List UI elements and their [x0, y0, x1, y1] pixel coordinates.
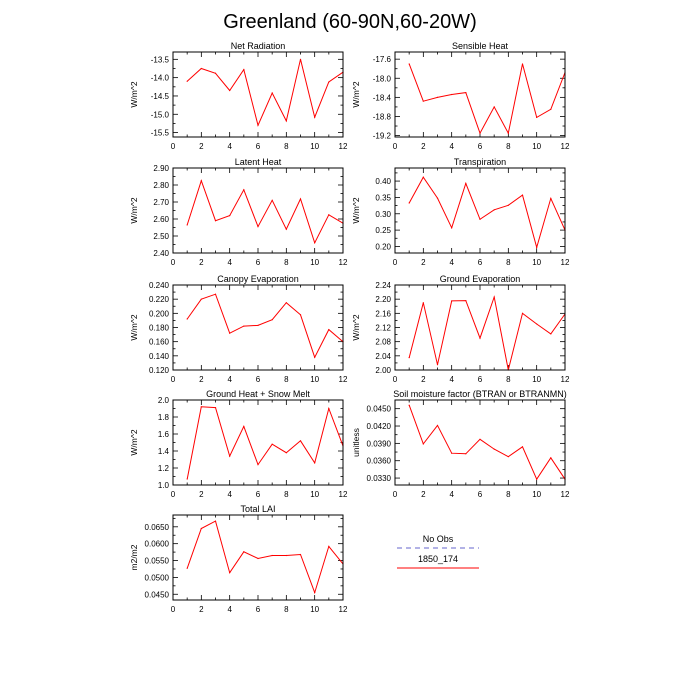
panel-total-lai [129, 504, 348, 614]
panel-title: Canopy Evaporation [217, 274, 299, 284]
legend-label-1850-174: 1850_174 [417, 554, 459, 564]
plot-frame [395, 168, 565, 253]
y-tick-label: -17.6 [372, 55, 391, 65]
data-point [409, 202, 410, 203]
data-point [286, 229, 287, 230]
x-tick-label: 4 [227, 605, 232, 614]
y-tick-label: 0.160 [148, 337, 169, 347]
y-tick-label: 2.60 [153, 215, 169, 224]
panel-ground-evaporation [351, 274, 570, 384]
x-tick-label: 4 [227, 258, 232, 267]
y-tick-label: 2.40 [153, 249, 169, 258]
x-tick-label: 8 [506, 375, 511, 384]
x-tick-label: 12 [338, 605, 348, 614]
x-tick-label: 12 [560, 258, 570, 267]
x-tick-label: 0 [392, 375, 398, 384]
panel-title: Ground Heat + Snow Melt [206, 389, 310, 399]
y-axis-label: W/m^2 [351, 314, 361, 341]
x-tick-label: 8 [506, 142, 511, 151]
data-point [314, 462, 315, 463]
data-point [494, 106, 495, 107]
x-tick-label: 2 [421, 258, 426, 267]
y-tick-label: 0.35 [375, 193, 391, 203]
x-tick-label: 8 [284, 142, 289, 151]
x-tick-label: 0 [170, 490, 176, 499]
y-tick-label: 0.0330 [366, 474, 391, 484]
x-tick-label: 8 [284, 605, 289, 614]
x-tick-label: 10 [310, 375, 320, 384]
legend [397, 534, 479, 568]
data-point [272, 200, 273, 201]
data-point [550, 109, 551, 110]
series-line [409, 177, 565, 247]
data-point [550, 457, 551, 458]
y-tick-label: 1.4 [157, 447, 169, 456]
data-point [187, 568, 188, 569]
y-tick-label: 1.8 [157, 413, 169, 422]
data-point [494, 296, 495, 297]
y-tick-label: 2.70 [153, 198, 169, 207]
x-tick-label: 12 [338, 258, 348, 267]
x-tick-label: 10 [310, 142, 320, 151]
x-tick-label: 10 [532, 258, 542, 267]
y-tick-label: 0.140 [148, 351, 169, 361]
x-tick-label: 0 [170, 605, 176, 614]
x-tick-label: 2 [199, 605, 204, 614]
x-tick-label: 12 [560, 490, 570, 499]
panel-sensible-heat [351, 41, 570, 151]
x-tick-label: 2 [199, 490, 204, 499]
panel-title: Latent Heat [234, 157, 282, 167]
y-tick-label: 0.0420 [366, 422, 391, 432]
x-tick-label: 6 [255, 142, 261, 151]
x-tick-label: 6 [255, 605, 261, 614]
y-tick-label: -15.0 [150, 110, 169, 120]
data-point [522, 195, 523, 196]
data-point [257, 464, 258, 465]
data-point [451, 94, 452, 95]
data-point [437, 425, 438, 426]
data-point [215, 407, 216, 408]
y-tick-label: 0.0500 [144, 573, 169, 583]
series-line [187, 59, 343, 125]
data-point [536, 247, 537, 248]
data-point [300, 198, 301, 199]
data-point [229, 456, 230, 457]
y-tick-label: 2.12 [375, 323, 391, 333]
data-point [451, 453, 452, 454]
panel-net-radiation [129, 41, 348, 151]
x-tick-label: 2 [421, 142, 426, 151]
x-tick-label: 12 [338, 490, 348, 499]
x-tick-label: 2 [421, 375, 426, 384]
y-axis-label: m2/m2 [129, 544, 139, 571]
data-point [272, 92, 273, 93]
series-line [187, 407, 343, 479]
y-tick-label: 0.0650 [144, 522, 169, 532]
data-point [536, 479, 537, 480]
data-point [451, 227, 452, 228]
data-point [423, 177, 424, 178]
data-point [286, 302, 287, 303]
x-tick-label: 10 [532, 375, 542, 384]
series-line [409, 64, 565, 133]
x-tick-label: 10 [310, 605, 320, 614]
data-point [187, 318, 188, 319]
data-point [314, 242, 315, 243]
data-point [423, 443, 424, 444]
y-tick-label: -14.0 [150, 73, 169, 83]
series-line [187, 294, 343, 357]
data-point [243, 189, 244, 190]
y-tick-label: 0.0390 [366, 439, 391, 449]
plot-frame [173, 168, 343, 253]
x-tick-label: 4 [227, 375, 232, 384]
x-tick-label: 0 [170, 258, 176, 267]
y-tick-label: 0.240 [148, 281, 169, 290]
y-tick-label: -18.8 [372, 112, 391, 122]
data-point [536, 323, 537, 324]
data-point [272, 555, 273, 556]
x-tick-label: 8 [284, 375, 289, 384]
data-point [494, 209, 495, 210]
y-tick-label: 0.30 [375, 209, 391, 219]
data-point [243, 325, 244, 326]
data-point [286, 555, 287, 556]
series-line [409, 405, 565, 479]
data-point [328, 214, 329, 215]
x-tick-label: 10 [310, 258, 320, 267]
panel-title: Soil moisture factor (BTRAN or BTRANMN) [393, 389, 567, 399]
x-tick-label: 8 [506, 258, 511, 267]
data-point [300, 314, 301, 315]
data-point [229, 90, 230, 91]
y-tick-label: 2.50 [153, 232, 169, 241]
x-tick-label: 10 [532, 490, 542, 499]
panel-latent-heat [129, 157, 348, 267]
data-point [300, 59, 301, 60]
x-tick-label: 8 [284, 258, 289, 267]
data-point [257, 125, 258, 126]
y-tick-label: 2.16 [375, 309, 391, 319]
x-tick-label: 6 [477, 142, 483, 151]
y-tick-label: 0.0450 [366, 404, 391, 414]
figure-title: Greenland (60-90N,60-20W) [223, 11, 477, 33]
y-axis-label: W/m^2 [129, 429, 139, 456]
data-point [328, 546, 329, 547]
x-tick-label: 0 [392, 142, 398, 151]
y-tick-label: -19.2 [372, 131, 391, 141]
panel-title: Ground Evaporation [439, 274, 521, 284]
y-tick-label: 0.120 [148, 366, 169, 375]
plot-frame [395, 285, 565, 370]
data-point [522, 446, 523, 447]
data-point [508, 133, 509, 134]
data-point [243, 69, 244, 70]
data-point [550, 198, 551, 199]
y-tick-label: 0.220 [148, 295, 169, 305]
x-tick-label: 6 [477, 490, 483, 499]
data-point [215, 220, 216, 221]
data-point [451, 300, 452, 301]
x-tick-label: 8 [506, 490, 511, 499]
x-tick-label: 4 [227, 490, 232, 499]
data-point [409, 405, 410, 406]
data-point [286, 120, 287, 121]
panel-ground-heat-snow-melt [129, 389, 348, 499]
y-tick-label: -15.5 [150, 128, 169, 138]
y-tick-label: 0.180 [148, 323, 169, 333]
y-tick-label: 0.0600 [144, 539, 169, 549]
x-tick-label: 4 [449, 490, 454, 499]
data-point [522, 63, 523, 64]
data-point [479, 439, 480, 440]
y-tick-label: 1.6 [157, 430, 169, 439]
data-point [479, 133, 480, 134]
data-point [409, 63, 410, 64]
data-point [314, 117, 315, 118]
data-point [465, 453, 466, 454]
x-tick-label: 2 [199, 258, 204, 267]
data-point [328, 408, 329, 409]
y-tick-label: -14.5 [150, 91, 169, 101]
series-line [187, 521, 343, 593]
y-axis-label: W/m^2 [129, 197, 139, 224]
data-point [201, 528, 202, 529]
data-point [272, 319, 273, 320]
data-point [479, 219, 480, 220]
y-axis-label: W/m^2 [351, 197, 361, 224]
y-tick-label: 2.0 [157, 396, 169, 405]
x-tick-label: 0 [170, 375, 176, 384]
data-point [229, 572, 230, 573]
x-tick-label: 10 [310, 490, 320, 499]
data-point [465, 92, 466, 93]
x-tick-label: 6 [477, 258, 483, 267]
data-point [479, 338, 480, 339]
x-tick-label: 4 [227, 142, 232, 151]
x-tick-label: 12 [338, 142, 348, 151]
data-point [243, 426, 244, 427]
plot-frame [395, 400, 565, 485]
data-point [423, 101, 424, 102]
data-point [465, 300, 466, 301]
data-point [229, 215, 230, 216]
data-point [314, 357, 315, 358]
x-tick-label: 12 [560, 375, 570, 384]
data-point [243, 551, 244, 552]
x-tick-label: 0 [170, 142, 176, 151]
data-point [550, 333, 551, 334]
data-point [215, 520, 216, 521]
data-point [201, 180, 202, 181]
y-tick-label: 2.24 [375, 281, 391, 290]
data-point [187, 478, 188, 479]
x-tick-label: 0 [392, 258, 398, 267]
y-axis-label: W/m^2 [351, 81, 361, 108]
x-tick-label: 0 [392, 490, 398, 499]
y-tick-label: -18.4 [372, 93, 391, 103]
data-point [187, 81, 188, 82]
data-point [314, 592, 315, 593]
x-tick-label: 6 [255, 490, 261, 499]
y-tick-label: 2.04 [375, 351, 391, 361]
y-axis-label: W/m^2 [129, 81, 139, 108]
plot-frame [173, 400, 343, 485]
data-point [328, 329, 329, 330]
series-line [187, 181, 343, 243]
data-point [494, 449, 495, 450]
y-tick-label: -13.5 [150, 55, 169, 65]
y-tick-label: 2.80 [153, 181, 169, 190]
y-tick-label: 0.0360 [366, 456, 391, 466]
legend-label-no-obs: No Obs [422, 534, 454, 544]
data-point [328, 81, 329, 82]
x-tick-label: 4 [449, 142, 454, 151]
data-point [465, 183, 466, 184]
data-point [508, 205, 509, 206]
y-tick-label: 0.20 [375, 242, 391, 252]
y-axis-label: W/m^2 [129, 314, 139, 341]
panel-transpiration [351, 157, 570, 267]
x-tick-label: 4 [449, 375, 454, 384]
data-point [257, 325, 258, 326]
y-tick-label: 0.25 [375, 226, 391, 236]
data-point [187, 224, 188, 225]
y-tick-label: -18.0 [372, 74, 391, 84]
x-tick-label: 4 [449, 258, 454, 267]
y-tick-label: 1.0 [157, 481, 169, 490]
panel-canopy-evaporation [129, 274, 348, 384]
plot-frame [173, 515, 343, 600]
y-tick-label: 1.2 [157, 464, 169, 473]
panel-title: Sensible Heat [451, 41, 509, 51]
data-point [423, 302, 424, 303]
plot-frame [173, 285, 343, 370]
panel-title: Net Radiation [230, 41, 286, 51]
y-tick-label: 2.90 [153, 164, 169, 173]
data-point [272, 444, 273, 445]
x-tick-label: 12 [338, 375, 348, 384]
y-tick-label: 2.20 [375, 295, 391, 305]
data-point [508, 456, 509, 457]
data-point [409, 357, 410, 358]
data-point [215, 73, 216, 74]
y-tick-label: 0.0550 [144, 556, 169, 566]
data-point [300, 440, 301, 441]
y-tick-label: 0.40 [375, 177, 391, 187]
panel-soil-moisture-factor-btran-or-btranmn [351, 389, 570, 499]
x-tick-label: 2 [199, 375, 204, 384]
x-tick-label: 8 [284, 490, 289, 499]
x-tick-label: 6 [255, 258, 261, 267]
y-tick-label: 2.08 [375, 337, 391, 347]
data-point [437, 364, 438, 365]
x-tick-label: 6 [477, 375, 483, 384]
data-point [201, 406, 202, 407]
panels [129, 41, 570, 614]
x-tick-label: 12 [560, 142, 570, 151]
y-tick-label: 2.00 [375, 366, 391, 375]
data-point [522, 313, 523, 314]
panel-title: Total LAI [240, 504, 276, 514]
x-tick-label: 2 [199, 142, 204, 151]
data-point [229, 333, 230, 334]
data-point [215, 294, 216, 295]
data-point [536, 117, 537, 118]
y-tick-label: 0.200 [148, 309, 169, 319]
x-tick-label: 6 [255, 375, 261, 384]
data-point [257, 226, 258, 227]
data-point [257, 558, 258, 559]
series-line [409, 297, 565, 370]
x-tick-label: 10 [532, 142, 542, 151]
x-tick-label: 2 [421, 490, 426, 499]
y-tick-label: 0.0450 [144, 590, 169, 600]
y-axis-label: unitless [351, 428, 361, 457]
panel-title: Transpiration [453, 157, 507, 167]
data-point [437, 97, 438, 98]
data-point [201, 68, 202, 69]
data-point [201, 299, 202, 300]
data-point [300, 554, 301, 555]
data-point [437, 197, 438, 198]
data-point [286, 452, 287, 453]
